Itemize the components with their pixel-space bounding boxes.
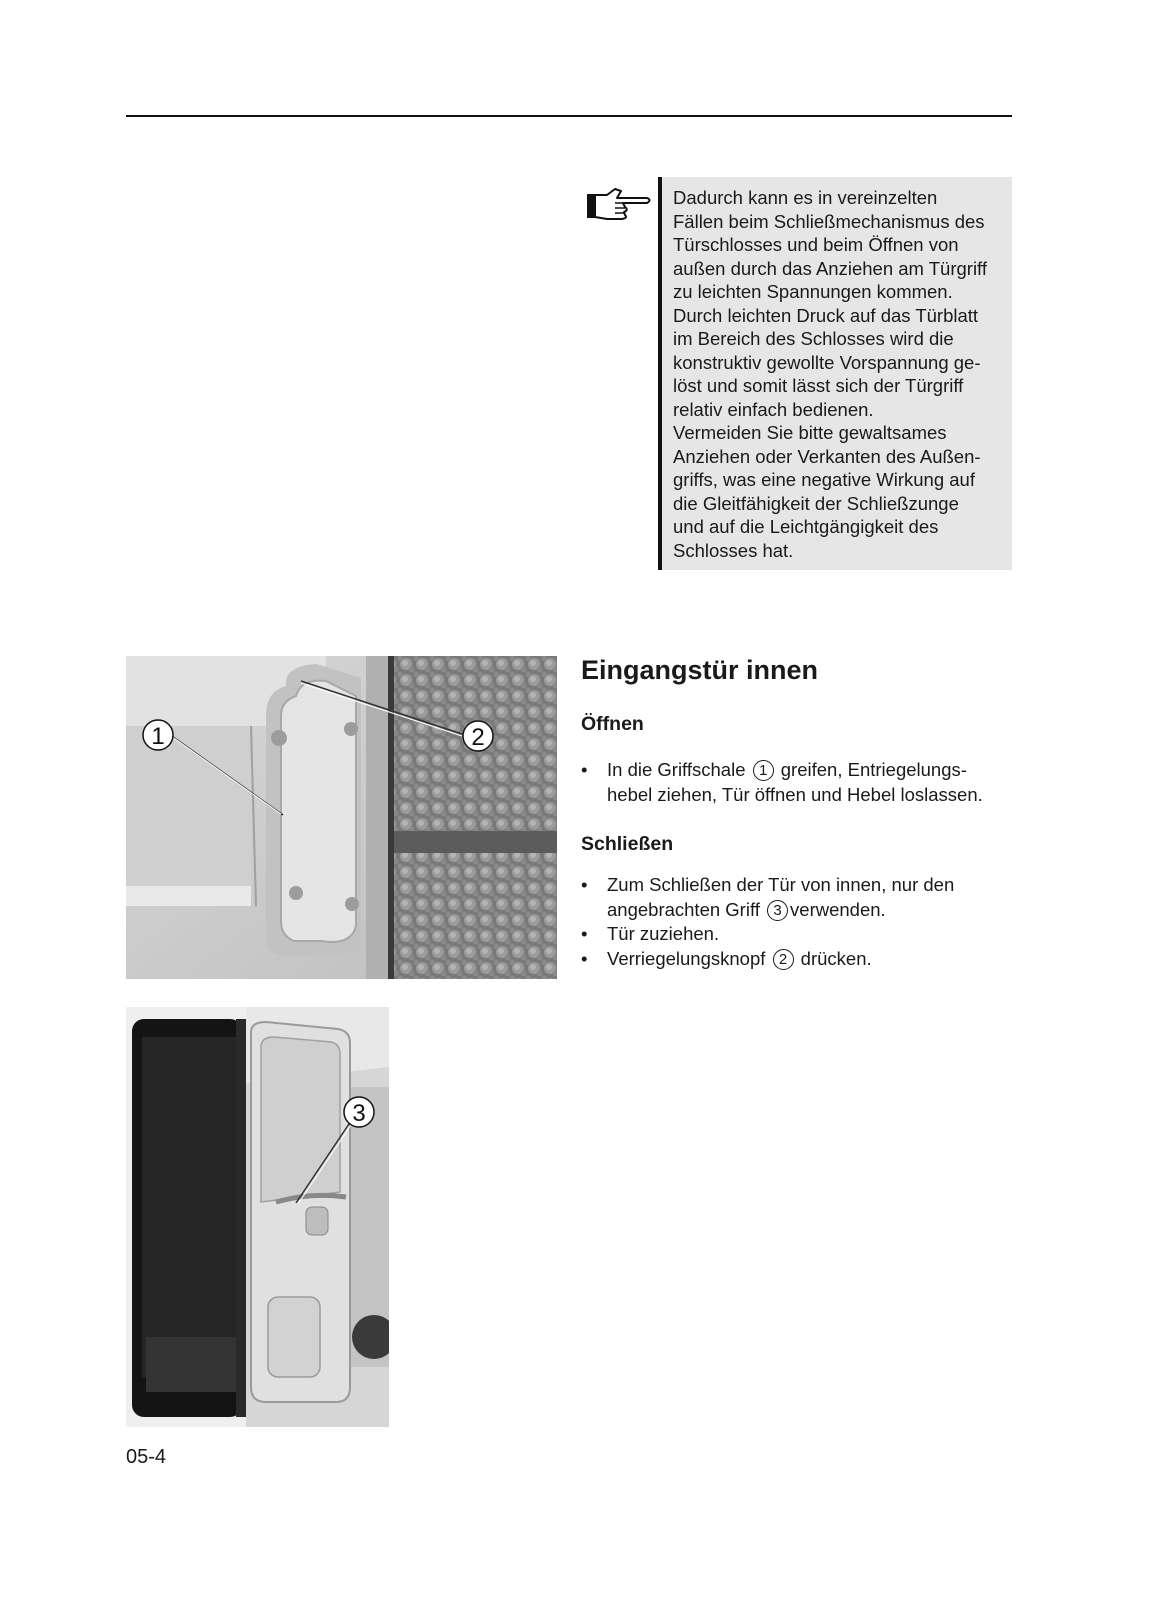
note-line: die Gleitfähigkeit der Schließzunge [673, 492, 959, 514]
subheading-open: Öffnen [581, 713, 644, 735]
callout-marker [143, 720, 173, 750]
note-line: außen durch das Anziehen am Türgriff [673, 257, 988, 279]
note-line: Anziehen oder Verkanten des Außen- [673, 445, 981, 467]
list-text: angebrachten Griff [607, 898, 766, 920]
list-text: drücken. [795, 947, 872, 969]
list-text: In die Griffschale [607, 759, 751, 780]
note-line: Türschlosses und beim Öffnen von [673, 234, 959, 255]
note-line: zu leichten Spannungen kommen. [673, 281, 953, 302]
note-line: griffs, was eine negative Wirkung auf [673, 469, 975, 490]
header-rule [126, 115, 1012, 117]
note-line: konstruktiv gewollte Vorspannung ge- [673, 351, 981, 373]
callout-label: 3 [352, 1100, 366, 1127]
list-text: Verriegelungsknopf [607, 947, 771, 969]
note-paragraph [673, 304, 1006, 422]
note-line: Dadurch kann es in vereinzelten [673, 187, 938, 208]
list-text: greifen, Entriegelungs- [775, 759, 967, 780]
callout-marker [463, 721, 493, 751]
note-line: Fällen beim Schließmechanismus des [673, 210, 985, 232]
note-box [658, 177, 1012, 570]
list-item [581, 873, 1021, 922]
note-line: löst und somit lässt sich der Türgriff [673, 375, 964, 396]
note-paragraph [673, 186, 1006, 304]
note-line: im Bereich des Schlosses wird die [673, 328, 954, 349]
page-number: 05-4 [126, 1446, 167, 1468]
list-text: Tür zuziehen. [607, 923, 720, 944]
list-text: Zum Schließen der Tür von innen, nur den [607, 874, 955, 895]
callout-label: 2 [471, 724, 485, 751]
close-steps-list [581, 873, 1021, 971]
callout-marker [344, 1097, 374, 1127]
callout-number: 1 [753, 760, 774, 781]
callout-number: 3 [767, 900, 788, 921]
list-item [581, 947, 1021, 972]
list-text: verwenden. [790, 898, 886, 920]
pointing-hand-icon [585, 186, 655, 226]
section-title: Eingangstür innen [581, 655, 819, 685]
callout-label: 1 [151, 723, 165, 750]
door-handle-photo [126, 656, 557, 979]
note-paragraph [673, 421, 1006, 562]
note-line: Durch leichten Druck auf das Türblatt [673, 304, 979, 326]
note-line: relativ einfach bedienen. [673, 398, 874, 420]
subheading-close: Schließen [581, 833, 674, 855]
note-line: Vermeiden Sie bitte gewaltsames [673, 422, 947, 443]
note-line: Schlosses hat. [673, 539, 794, 561]
entrance-door-photo [126, 1007, 389, 1427]
list-item [581, 922, 1021, 947]
list-item [581, 758, 1021, 807]
note-line: und auf die Leichtgängigkeit des [673, 516, 939, 537]
list-text: hebel ziehen, Tür öffnen und Hebel loslassen. [607, 783, 983, 805]
open-steps-list [581, 758, 1021, 807]
callout-number: 2 [773, 949, 794, 970]
